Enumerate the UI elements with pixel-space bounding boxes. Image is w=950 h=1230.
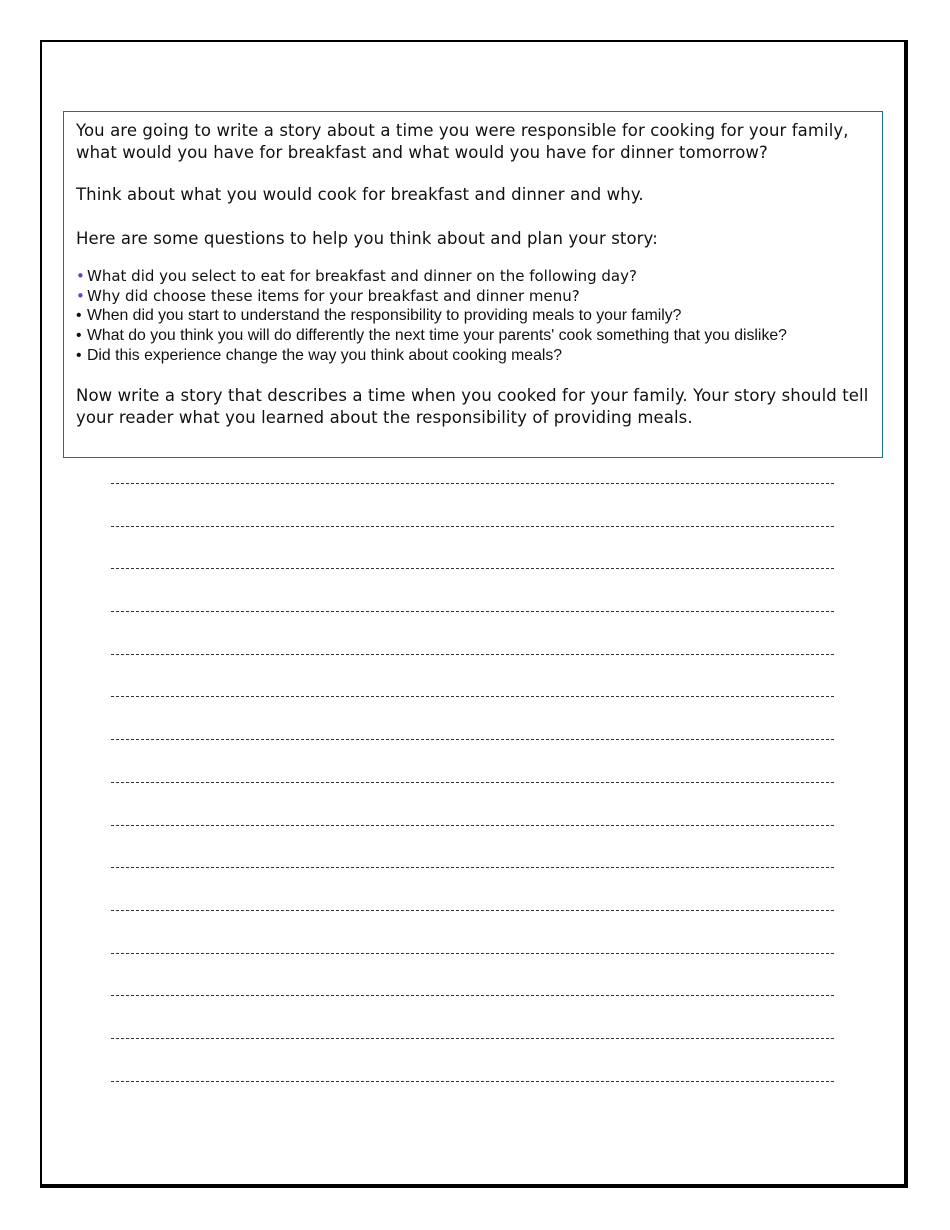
answer-line[interactable] <box>111 867 834 868</box>
answer-line[interactable] <box>111 739 834 740</box>
question-item <box>76 286 870 306</box>
answer-line[interactable] <box>111 1081 834 1082</box>
prompt-intro: You are going to write a story about a time you were responsible for cooking for your family, what would you have for breakfast and what would you have for dinner tomorrow? <box>76 121 849 162</box>
prompt-think: Think about what you would cook for breakfast and dinner and why. <box>76 185 644 204</box>
answer-line[interactable] <box>111 910 834 911</box>
question-text: What do you think you will do differently the next time your parents' cook something that you dislike? <box>87 327 787 344</box>
prompt-closing: Now write a story that describes a time when you cooked for your family. Your story should tell your reader what you learned about the responsibility of providing meals. <box>76 386 869 427</box>
question-list <box>76 266 870 366</box>
bullet-icon: • <box>76 287 85 305</box>
question-item <box>76 306 870 326</box>
answer-line[interactable] <box>111 526 834 527</box>
bullet-icon: • <box>76 327 82 344</box>
answer-line[interactable] <box>111 568 834 569</box>
bullet-icon: • <box>76 307 82 324</box>
answer-line[interactable] <box>111 654 834 655</box>
answer-lines-area[interactable] <box>111 483 834 1123</box>
question-text: What did you select to eat for breakfast and dinner on the following day? <box>87 267 637 285</box>
answer-line[interactable] <box>111 483 834 484</box>
writing-prompt-box <box>63 111 883 458</box>
answer-line[interactable] <box>111 953 834 954</box>
answer-line[interactable] <box>111 825 834 826</box>
answer-line[interactable] <box>111 782 834 783</box>
questions-intro: Here are some questions to help you think about and plan your story: <box>76 228 658 248</box>
question-item <box>76 346 870 366</box>
answer-line[interactable] <box>111 995 834 996</box>
bullet-icon: • <box>76 267 85 285</box>
question-text: Did this experience change the way you think about cooking meals? <box>87 347 563 364</box>
question-item <box>76 266 870 286</box>
bullet-icon: • <box>76 347 82 364</box>
question-text: Why did choose these items for your breakfast and dinner menu? <box>87 287 580 305</box>
answer-line[interactable] <box>111 696 834 697</box>
question-item <box>76 326 870 346</box>
question-text: When did you start to understand the responsibility to providing meals to your family? <box>87 307 682 324</box>
answer-line[interactable] <box>111 611 834 612</box>
answer-line[interactable] <box>111 1038 834 1039</box>
